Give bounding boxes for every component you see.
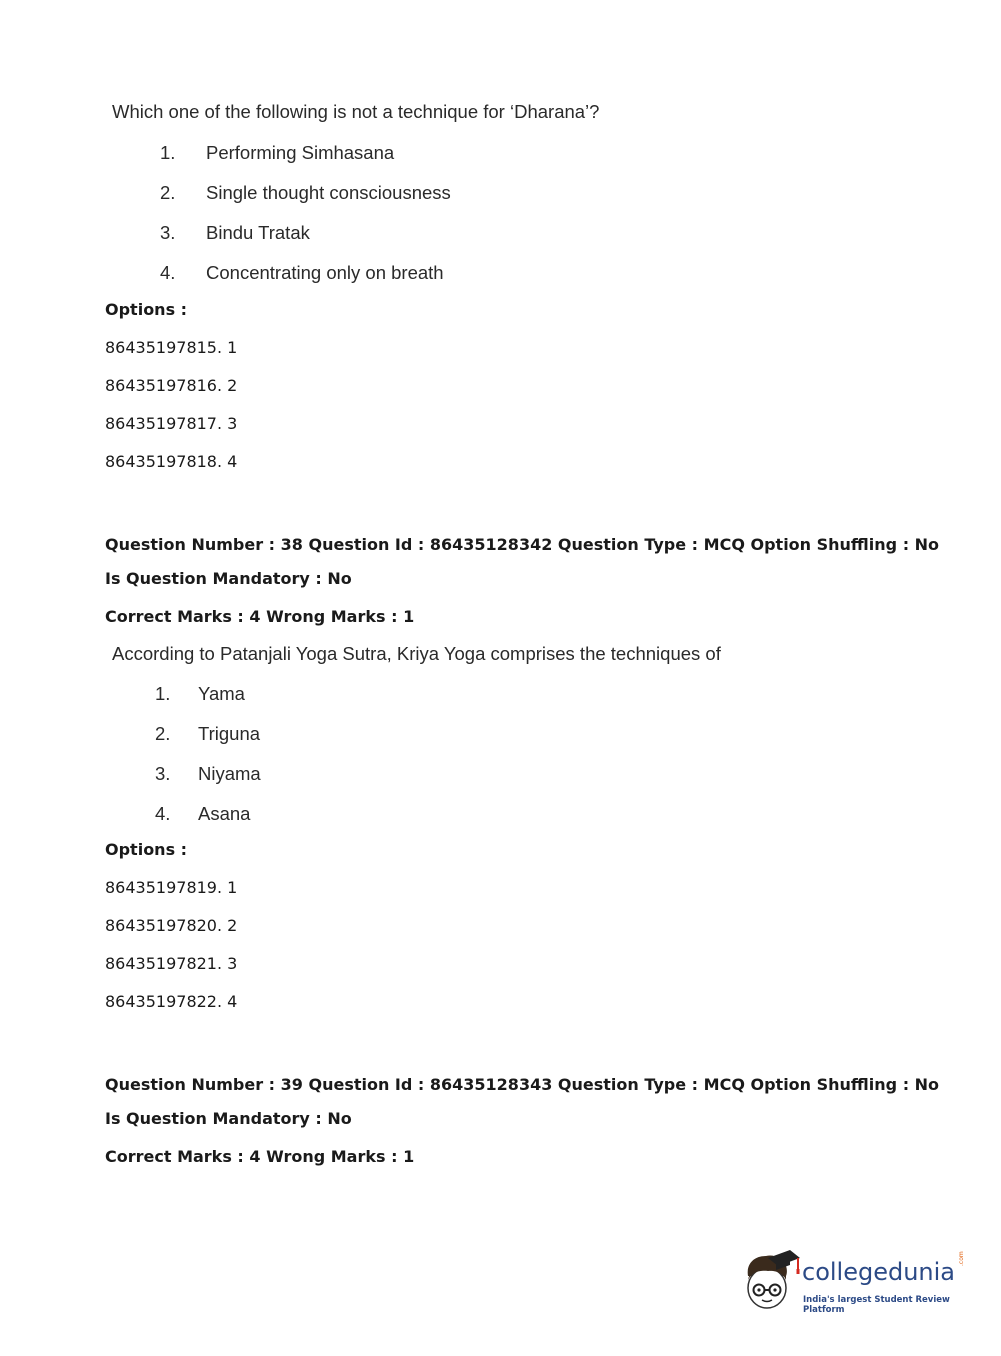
question-meta: Question Number : 39 Question Id : 86435128343 Question Type : MCQ Option Shuffling : No — [105, 1075, 940, 1094]
student-mascot-icon — [742, 1246, 802, 1312]
item-number: 3. — [160, 222, 176, 243]
item-number: 4. — [160, 262, 176, 283]
question-text: Which one of the following is not a technique for ‘Dharana’? — [112, 101, 600, 122]
option-item: 86435197820. 2 — [105, 916, 238, 935]
collegedunia-logo — [742, 1246, 972, 1318]
item-number: 3. — [155, 763, 171, 784]
question-mandatory: Is Question Mandatory : No — [105, 1109, 352, 1128]
item-number: 4. — [155, 803, 171, 824]
item-text: Asana — [198, 803, 251, 824]
question-text: According to Patanjali Yoga Sutra, Kriya Yoga comprises the techniques of — [112, 643, 721, 664]
option-item: 86435197817. 3 — [105, 414, 238, 433]
question-meta: Question Number : 38 Question Id : 86435128342 Question Type : MCQ Option Shuffling : No — [105, 535, 940, 554]
option-item: 86435197816. 2 — [105, 376, 238, 395]
question-marks: Correct Marks : 4 Wrong Marks : 1 — [105, 1147, 415, 1166]
logo-wordmark: collegedunia — [802, 1258, 956, 1286]
question-mandatory: Is Question Mandatory : No — [105, 569, 352, 588]
logo-tagline: India's largest Student Review Platform — [803, 1295, 950, 1315]
options-label: Options : — [105, 300, 188, 319]
item-text: Single thought consciousness — [206, 182, 451, 203]
item-text: Concentrating only on breath — [206, 262, 444, 283]
item-text: Yama — [198, 683, 245, 704]
item-text: Triguna — [198, 723, 261, 744]
question-marks: Correct Marks : 4 Wrong Marks : 1 — [105, 607, 415, 626]
option-item: 86435197819. 1 — [105, 878, 238, 897]
item-text: Niyama — [198, 763, 261, 784]
item-number: 1. — [155, 683, 171, 704]
item-number: 2. — [160, 182, 176, 203]
item-number: 2. — [155, 723, 171, 744]
option-item: 86435197821. 3 — [105, 954, 238, 973]
option-item: 86435197815. 1 — [105, 338, 238, 357]
item-text: Bindu Tratak — [206, 222, 310, 243]
option-item: 86435197822. 4 — [105, 992, 238, 1011]
option-item: 86435197818. 4 — [105, 452, 238, 471]
logo-suffix: .com — [958, 1251, 965, 1266]
options-label: Options : — [105, 840, 188, 859]
item-text: Performing Simhasana — [206, 142, 395, 163]
item-number: 1. — [160, 142, 176, 163]
